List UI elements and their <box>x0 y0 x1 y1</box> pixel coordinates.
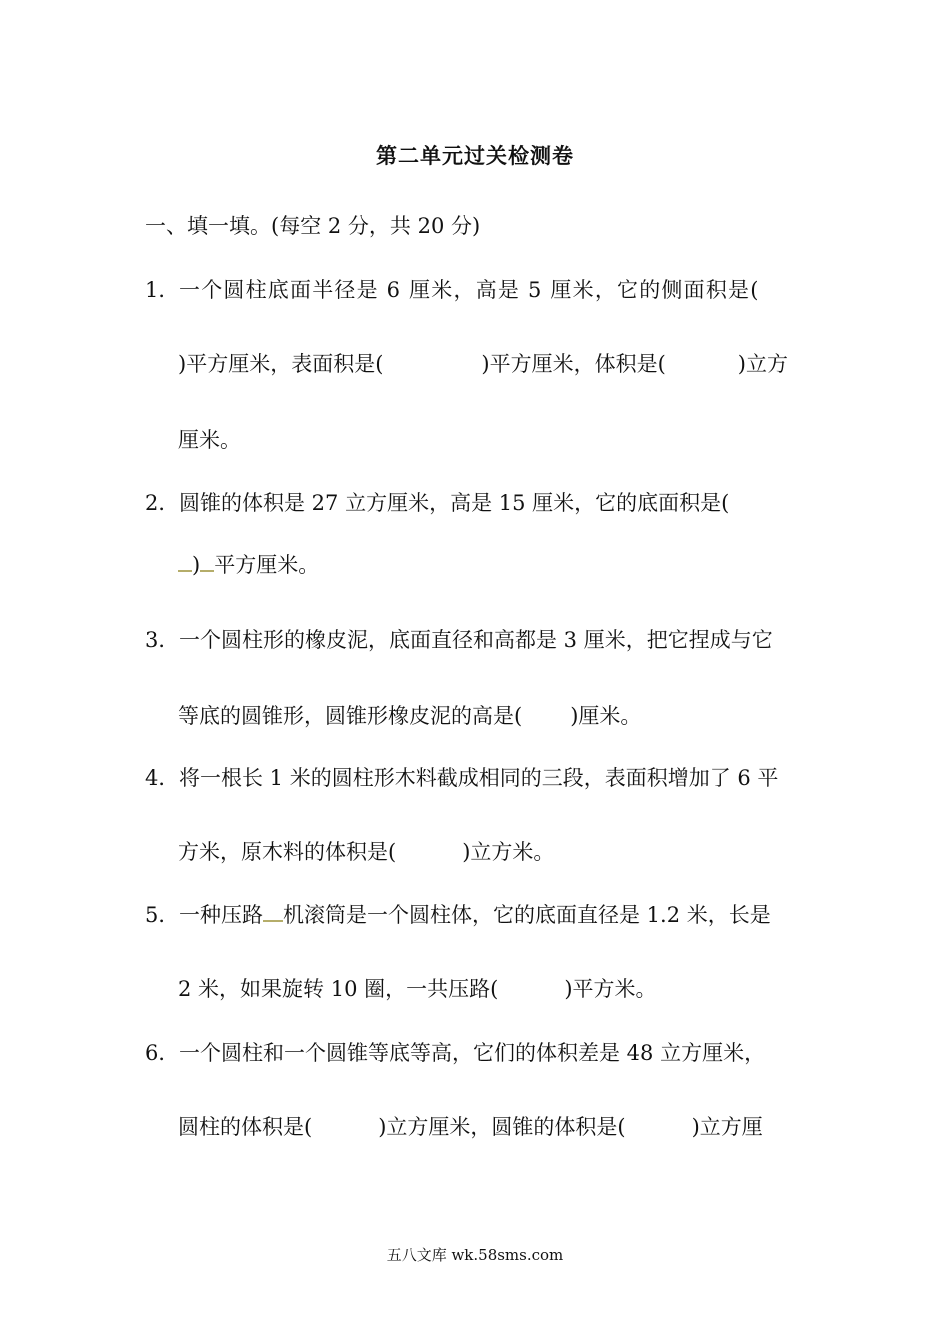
question-text: 一种压路 <box>179 903 263 927</box>
question-3-line-2 <box>178 702 808 730</box>
question-6-line-2 <box>178 1113 808 1141</box>
underline-mark <box>263 906 283 922</box>
question-text: )立方厘 <box>691 1115 763 1139</box>
underline-mark <box>200 556 214 572</box>
question-5-line-2 <box>178 975 808 1003</box>
question-text: )平方米。 <box>564 977 657 1001</box>
question-text: 圆柱的体积是( <box>178 1115 313 1139</box>
question-4-line-1 <box>145 764 810 792</box>
question-text: 将一根长 1 米的圆柱形木料截成相同的三段，表面积增加了 6 平 <box>179 766 779 790</box>
question-text: )平方厘米，体积是( <box>481 352 666 376</box>
question-text: 机滚筒是一个圆柱体，它的底面直径是 1.2 米，长是 <box>283 903 771 927</box>
question-1-line-3: 厘米。 <box>178 428 241 452</box>
question-6-line-1 <box>145 1039 810 1067</box>
page-title: 第二单元过关检测卷 <box>376 143 574 168</box>
question-number: 1． <box>145 278 180 302</box>
question-number: 2． <box>145 491 180 515</box>
question-text: )立方厘米，圆锥的体积是( <box>378 1115 626 1139</box>
question-number: 4． <box>145 766 180 790</box>
question-text: 一个圆柱和一个圆锥等底等高，它们的体积差是 48 立方厘米， <box>179 1041 766 1065</box>
question-text: ) <box>192 553 201 577</box>
question-text: 圆锥的体积是 27 立方厘米，高是 15 厘米，它的底面积是( <box>179 491 730 515</box>
question-4-line-2 <box>178 838 808 866</box>
question-text: )平方厘米，表面积是( <box>178 352 384 376</box>
question-text: )立方 <box>737 352 788 376</box>
question-text: 一个圆柱底面半径是 6 厘米，高是 5 厘米，它的侧面积是( <box>179 278 760 302</box>
question-text: )立方米。 <box>462 840 555 864</box>
page-footer: 五八文库 wk.58sms.com <box>386 1246 564 1264</box>
question-text: 平方厘米。 <box>214 553 320 577</box>
question-number: 3． <box>145 628 180 652</box>
question-text: )厘米。 <box>570 704 642 728</box>
question-3-line-1 <box>145 626 810 654</box>
question-number: 6． <box>145 1041 180 1065</box>
question-1-line-2 <box>178 350 808 378</box>
section-heading: 一、填一填。(每空 2 分，共 20 分) <box>145 214 481 238</box>
question-text: 方米，原木料的体积是( <box>178 840 397 864</box>
question-2-line-1 <box>145 489 810 517</box>
question-text: 一个圆柱形的橡皮泥，底面直径和高都是 3 厘米，把它捏成与它 <box>179 628 773 652</box>
question-5-line-1 <box>145 901 810 929</box>
underline-mark <box>178 556 192 572</box>
question-text: 等底的圆锥形，圆锥形橡皮泥的高是( <box>178 704 523 728</box>
question-2-line-2 <box>178 551 808 579</box>
question-number: 5． <box>145 903 180 927</box>
question-text: 2 米，如果旋转 10 圈，一共压路( <box>178 977 499 1001</box>
question-1-line-1 <box>145 276 810 304</box>
